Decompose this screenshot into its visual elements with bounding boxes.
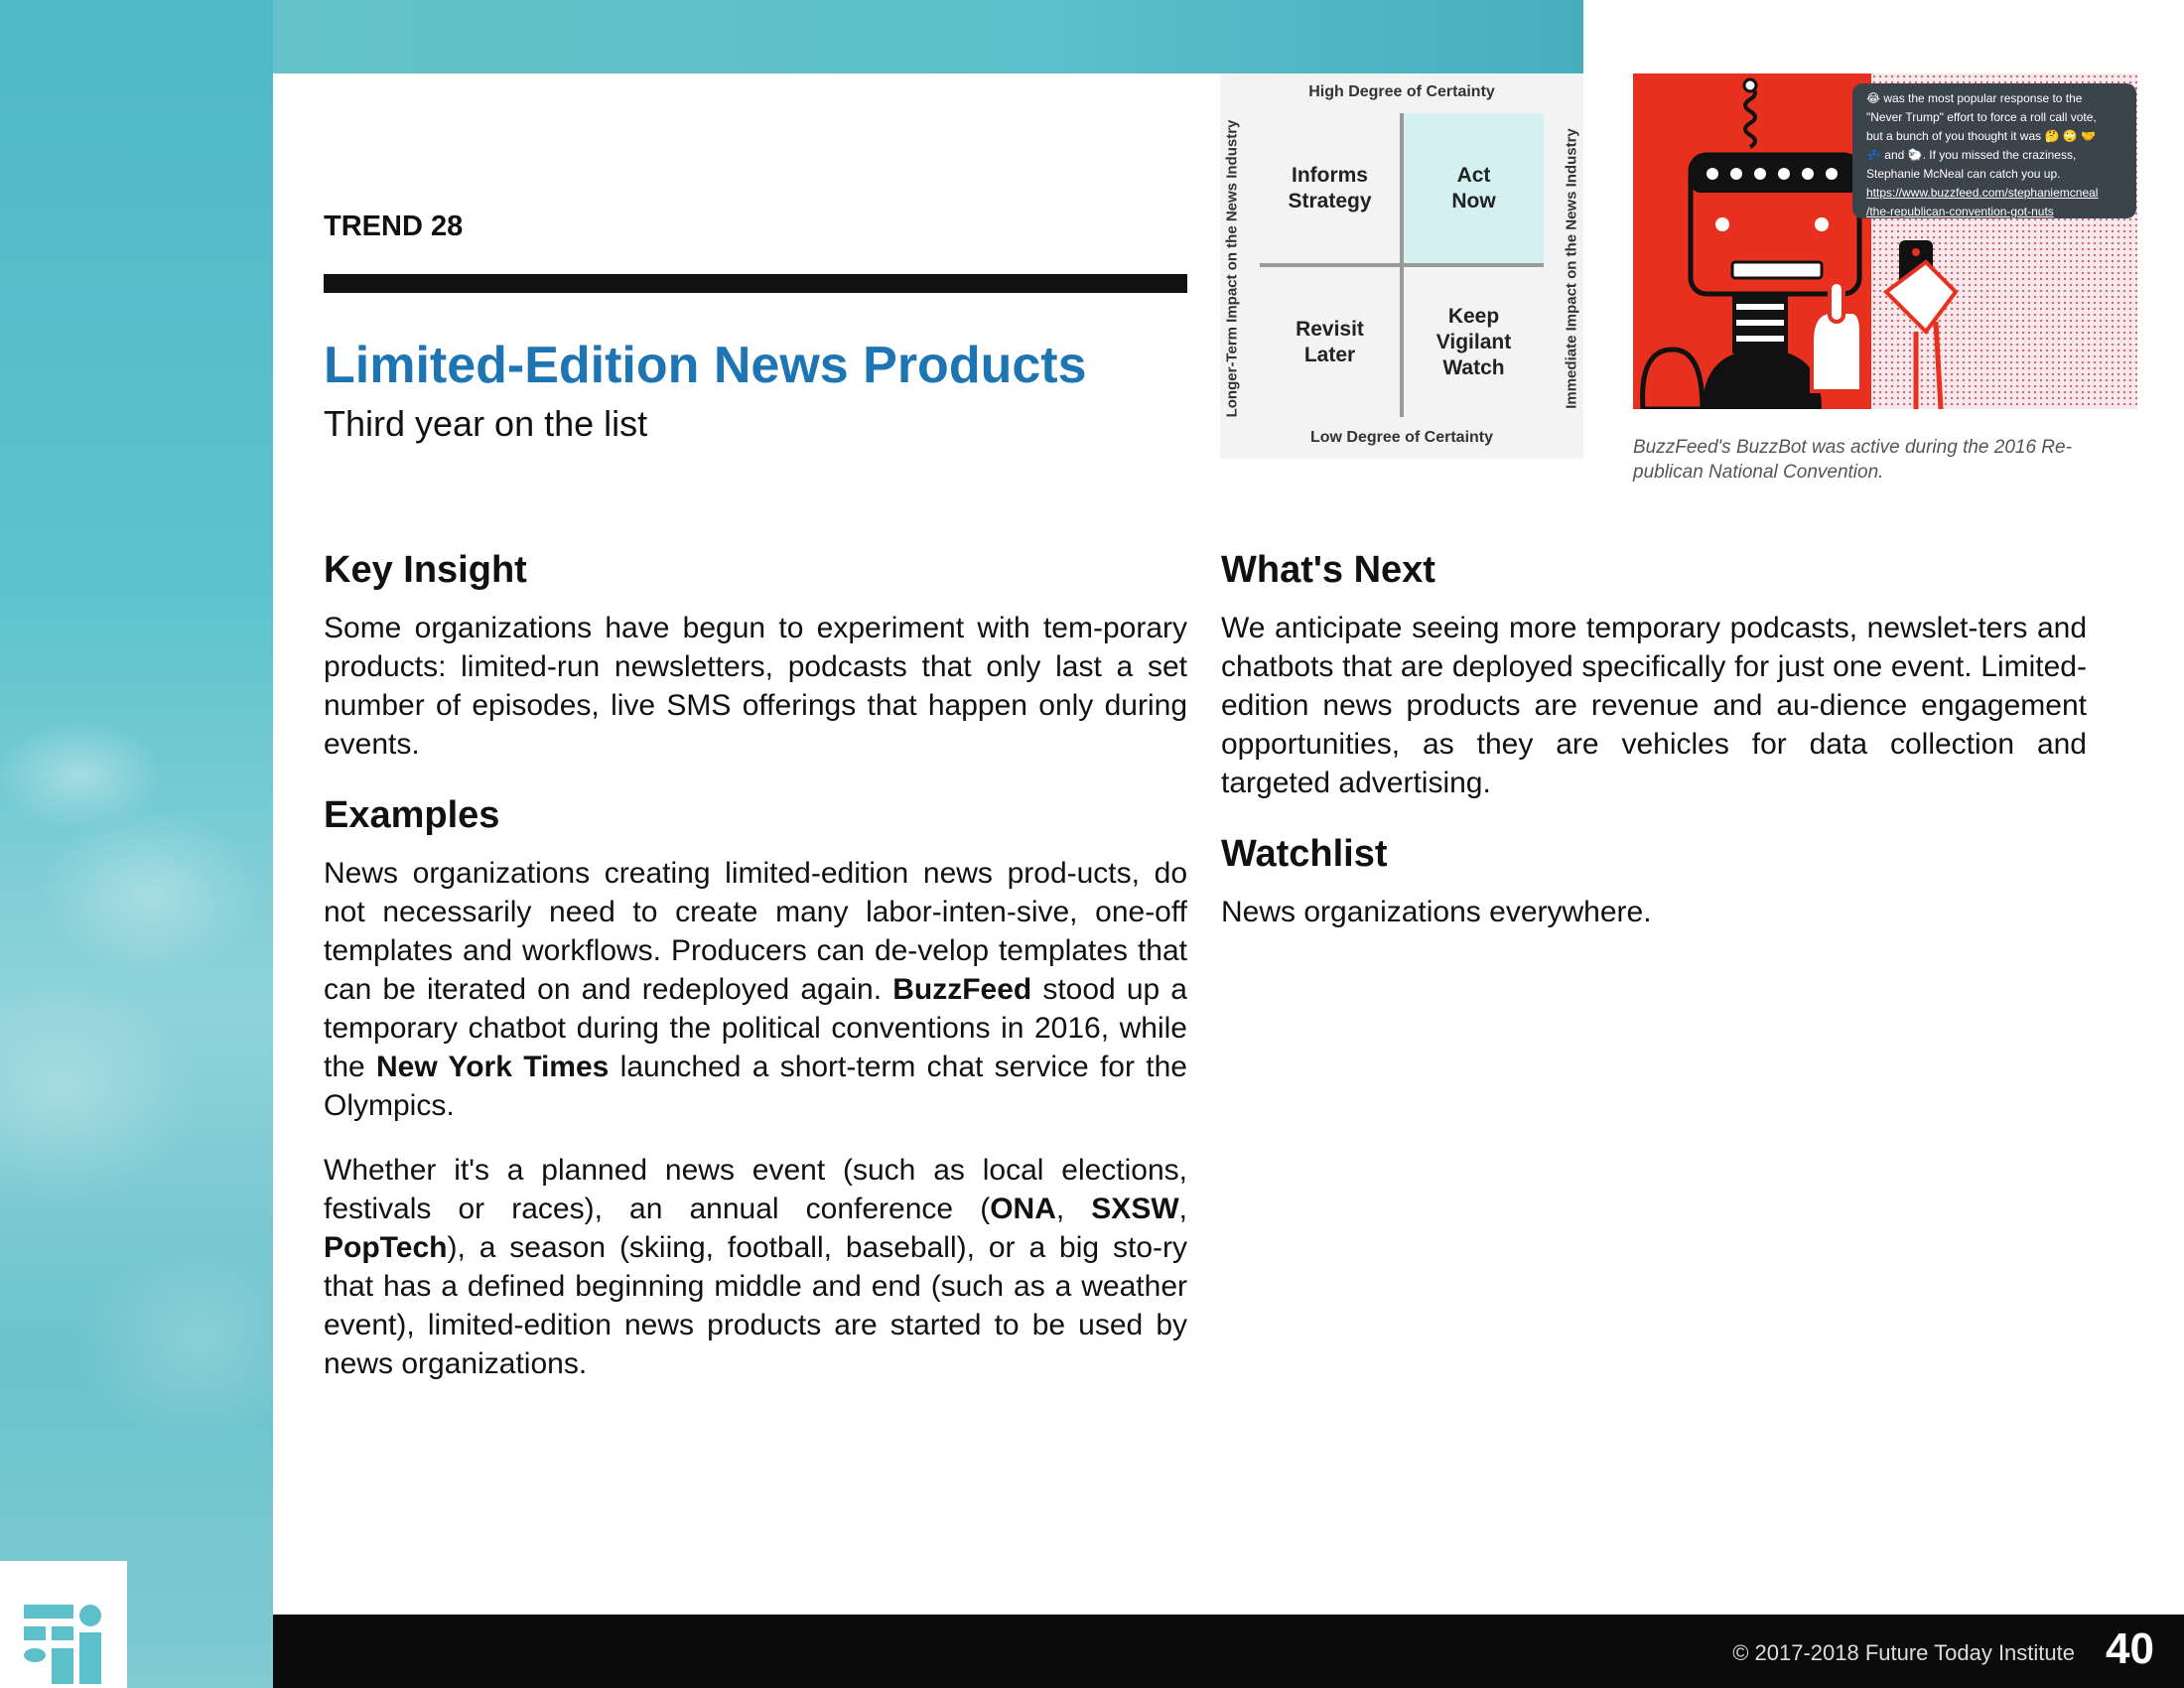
- examples-paragraph-1: [324, 854, 1187, 1125]
- text-run: ,: [1055, 1193, 1092, 1225]
- header-rule: [324, 274, 1187, 293]
- matrix-cell-revisit-later: [1260, 267, 1400, 417]
- matrix-cell-act-now: [1404, 113, 1544, 263]
- org-buzzfeed: BuzzFeed: [892, 973, 1032, 1006]
- chat-line: 😂 was the most popular response to the: [1866, 91, 2083, 105]
- chat-line: "Never Trump" effort to force a roll call vote,: [1866, 110, 2097, 124]
- matrix-bottom-label: Low Degree of Certainty: [1309, 429, 1494, 446]
- certainty-matrix: [1220, 73, 1583, 459]
- text-run: News organizations creating limited-edition news prod-ucts, do not necessarily need to create many labor-inten-sive, one-off templates and workflows. Producers can de-velop templates that can be iterated on and redeployed again.: [324, 857, 1187, 1006]
- text-run: launched a short-term chat service for the Olympics.: [324, 1051, 1187, 1122]
- matrix-top-label: High Degree of Certainty: [1308, 83, 1495, 100]
- matrix-horizontal-divider: [1260, 263, 1544, 267]
- chat-line: Stephanie McNeal can catch you up.: [1866, 167, 2061, 181]
- cell-line: Now: [1451, 189, 1496, 212]
- watchlist-text: News organizations everywhere.: [1221, 896, 1652, 928]
- page-number: 40: [2106, 1624, 2154, 1673]
- key-insight-heading: Key Insight: [324, 549, 527, 591]
- chat-line: but a bunch of you thought it was 🤔 🙄 🤝: [1866, 129, 2096, 143]
- org-new-york-times: New York Times: [376, 1051, 610, 1083]
- cell-line: Vigilant: [1435, 330, 1512, 353]
- background-water-image: [0, 0, 273, 1688]
- org-sxsw: SXSW: [1091, 1193, 1179, 1225]
- org-ona: ONA: [990, 1193, 1056, 1225]
- text-run: stood up a temporary chatbot during the political conventions in 2016, while the: [324, 973, 1187, 1083]
- matrix-left-label: Longer-Term Impact on the News Industry: [1223, 119, 1241, 418]
- examples-heading: Examples: [324, 794, 500, 836]
- whats-next-text: We anticipate seeing more temporary podcasts, newslet-ters and chatbots that are deployed specifically for just one event. Limited-edition news products are revenue and au-dience engagement opportunities, as they are vehicles for data collection and targeted advertising.: [1221, 612, 2087, 799]
- cell-line: Revisit: [1296, 317, 1364, 341]
- matrix-cell-informs-strategy: [1260, 113, 1400, 263]
- matrix-cell-keep-vigilant-watch: [1404, 267, 1544, 417]
- text-run: ,: [1178, 1193, 1187, 1225]
- examples-paragraph-2: [324, 1151, 1187, 1383]
- trend-label: TREND 28: [324, 211, 464, 242]
- watchlist-heading: Watchlist: [1221, 833, 1388, 875]
- matrix-grid: [1260, 113, 1544, 417]
- text-run: ), a season (skiing, football, baseball), or a big sto-ry that has a defined beginning middle and end (such as a weather event), limited-edition news products are started to be used by news organizations.: [324, 1231, 1187, 1380]
- cell-line: Informs: [1291, 163, 1368, 187]
- cell-line: Keep: [1447, 304, 1500, 328]
- org-poptech: PopTech: [324, 1231, 448, 1264]
- text-run: Whether it's a planned news event (such as local elections, festivals or races), an annual conference (: [324, 1154, 1187, 1225]
- footer-copyright: © 2017-2018 Future Today Institute: [1732, 1640, 2075, 1665]
- page-title: Limited-Edition News Products: [324, 337, 1087, 394]
- matrix-right-label: Immediate Impact on the News Industry: [1563, 128, 1580, 409]
- fti-logo-icon: [0, 1561, 127, 1688]
- chat-bubble: [1852, 83, 2136, 218]
- cell-line: Watch: [1442, 355, 1505, 379]
- chat-link[interactable]: https://www.buzzfeed.com/stephaniemcneal: [1866, 186, 2099, 200]
- chat-line: 💤 and 🐑. If you missed the craziness,: [1866, 148, 2077, 162]
- whats-next-heading: What's Next: [1221, 549, 1435, 591]
- image-caption: BuzzFeed's BuzzBot was active during the 2016 Re-publican National Convention.: [1633, 437, 2072, 483]
- cell-line: Act: [1456, 163, 1491, 187]
- chat-link[interactable]: /the-republican-convention-got-nuts: [1866, 205, 2054, 218]
- cell-line: Strategy: [1288, 189, 1372, 212]
- background-top-right: [1583, 0, 2184, 73]
- page-subtitle: Third year on the list: [324, 403, 648, 444]
- key-insight-text: Some organizations have begun to experiment with tem-porary products: limited-run newsletters, podcasts that only last a set number of episodes, live SMS offerings that happen only during events.: [324, 612, 1187, 761]
- background-top-band: [273, 0, 1583, 73]
- cell-line: Later: [1303, 343, 1356, 366]
